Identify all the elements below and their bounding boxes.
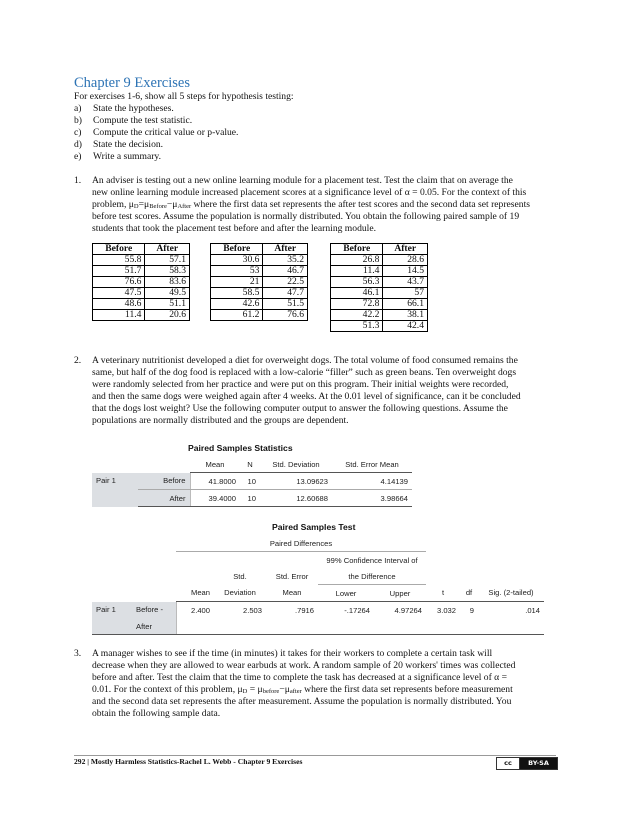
table-row xyxy=(331,321,428,332)
after-cell: 51.5 xyxy=(263,299,308,310)
before-cell: 46.1 xyxy=(331,288,383,299)
test-header-t: t xyxy=(426,585,460,602)
stats-header-mean: Mean xyxy=(190,456,240,473)
table-row xyxy=(331,299,428,310)
test-row-label: Before - xyxy=(132,602,176,619)
before-cell: 11.4 xyxy=(93,310,145,321)
question-1: 1. An adviser is testing out a new online learning module for a placement test. Test the claim that on average the new online learning module increased placement scores at a significance level of α = 0.05. For the context of this problem, $\mu_D=\mu_{Before}-\mu_{After}$ where the first data set represents the after test scores and the second data set represents before test scores. Assume the population is normally distributed. You obtain the following paired sample of 19 students that took the placement test before and after the learning module. xyxy=(74,175,530,234)
paired-data-table-3: Before After 26.8 28.6 11.4 14.5 56.3 43.7 46.1 57 72.8 66.1 42.2 38.1 51.3 42.4 xyxy=(330,243,428,332)
after-cell: 49.5 xyxy=(145,288,190,299)
stats-cell: 10 xyxy=(240,490,260,507)
table-row xyxy=(93,255,190,266)
ci-header-2: the Difference xyxy=(318,568,426,585)
stats-cell: 3.98664 xyxy=(332,490,412,507)
before-cell: 47.5 xyxy=(93,288,145,299)
before-cell: 56.3 xyxy=(331,277,383,288)
question-3: 3. A manager wishes to see if the time (in minutes) it takes for their workers to complete a certain task will decrease when they are allowed to wear earbuds at work. A random sample of 20 workers' times was collected before and after. Test the claim that the time to complete the task has decreased at a significance level of α = 0.01. For the context of this problem, $\mu_D = \mu_{before}-\mu_{after}$ where the first data set represents before measurement and the second data set represents the after measurement. Assume the population is normally distributed. You obtain the following sample data. xyxy=(74,648,516,719)
table-row xyxy=(93,288,190,299)
after-cell: 22.5 xyxy=(263,277,308,288)
table-row xyxy=(331,310,428,321)
test-row-label-2: After xyxy=(132,618,176,635)
test-header-se: Std. Error xyxy=(275,571,309,581)
after-cell: 58.3 xyxy=(145,266,190,277)
test-cell-se: .7916 xyxy=(294,605,314,615)
test-header-mean: Mean xyxy=(176,585,214,602)
page-footer: 292 | Mostly Harmless Statistics-Rachel L. Webb - Chapter 9 Exercises xyxy=(74,757,303,766)
table-row xyxy=(331,288,428,299)
before-cell: 55.8 xyxy=(93,255,145,266)
table-row xyxy=(93,310,190,321)
cc-icon: cc xyxy=(497,758,520,769)
after-cell: 38.1 xyxy=(383,310,428,321)
step-a: a) State the hypotheses. xyxy=(74,103,174,114)
before-cell: 51.3 xyxy=(331,321,383,332)
before-cell: 30.6 xyxy=(211,255,263,266)
stats-cell: 4.14139 xyxy=(332,473,412,490)
stats-cell: 39.4000 xyxy=(190,490,240,507)
paired-stats-title: Paired Samples Statistics xyxy=(188,443,293,453)
stats-row-label: Before xyxy=(138,473,190,490)
instructions-intro: For exercises 1-6, show all 5 steps for hypothesis testing: xyxy=(74,91,294,102)
stats-cell: 41.8000 xyxy=(190,473,240,490)
before-cell: 21 xyxy=(211,277,263,288)
before-cell: 58.5 xyxy=(211,288,263,299)
stats-cell: 12.60688 xyxy=(260,490,332,507)
after-cell: 20.6 xyxy=(145,310,190,321)
step-d: d) State the decision. xyxy=(74,139,164,150)
stats-header-sd: Std. Deviation xyxy=(260,456,332,473)
table-row xyxy=(331,255,428,266)
after-cell: 76.6 xyxy=(263,310,308,321)
test-header-df: df xyxy=(460,585,478,602)
test-cell-sd: 2.503 xyxy=(242,605,262,615)
before-cell: 61.2 xyxy=(211,310,263,321)
after-cell: 83.6 xyxy=(145,277,190,288)
table-row xyxy=(93,266,190,277)
test-header-sig: Sig. (2-tailed) xyxy=(478,585,544,602)
after-cell: 57.1 xyxy=(145,255,190,266)
paired-stats-table xyxy=(92,456,412,507)
test-header-lower: Lower xyxy=(318,585,374,602)
footer-rule xyxy=(74,755,556,756)
table-row xyxy=(93,277,190,288)
stats-cell: 13.09623 xyxy=(260,473,332,490)
ci-header: 99% Confidence Interval of xyxy=(326,555,418,565)
after-cell: 42.4 xyxy=(383,321,428,332)
test-pair-label: Pair 1 xyxy=(92,602,132,619)
stats-header-se: Std. Error Mean xyxy=(332,456,412,473)
paired-test-table xyxy=(92,535,544,635)
table-row xyxy=(211,310,308,321)
table-row xyxy=(211,266,308,277)
paired-test-title: Paired Samples Test xyxy=(272,522,356,532)
before-cell: 53 xyxy=(211,266,263,277)
cc-by-sa-badge xyxy=(496,757,558,770)
after-cell: 57 xyxy=(383,288,428,299)
before-cell: 51.7 xyxy=(93,266,145,277)
after-cell: 66.1 xyxy=(383,299,428,310)
test-cell-lower: -.17264 xyxy=(344,605,370,615)
after-cell: 47.7 xyxy=(263,288,308,299)
step-b: b) Compute the test statistic. xyxy=(74,115,193,126)
test-cell-df: 9 xyxy=(469,605,474,615)
before-cell: 42.2 xyxy=(331,310,383,321)
before-cell: 72.8 xyxy=(331,299,383,310)
table-row xyxy=(211,255,308,266)
table-row xyxy=(93,299,190,310)
step-e: e) Write a summary. xyxy=(74,151,161,162)
license-label: BY-SA xyxy=(520,758,557,769)
stats-header-n: N xyxy=(240,456,260,473)
chapter-heading: Chapter 9 Exercises xyxy=(74,75,190,91)
before-cell: 48.6 xyxy=(93,299,145,310)
stats-row-label: After xyxy=(138,490,190,507)
before-cell: 42.6 xyxy=(211,299,263,310)
test-header-std2: Deviation xyxy=(214,585,266,602)
after-cell: 35.2 xyxy=(263,255,308,266)
question-2: 2. A veterinary nutritionist developed a diet for overweight dogs. The total volume of food consumed remains the same, but half of the dog food is replaced with a low-calorie “filler” such as green beans. Ten overweight dogs were randomly selected from her practice and were put on this program. Their initial weights were recorded, and then the same dogs were weighed again after 4 weeks. At the 0.01 level of significance, can it be concluded that the dogs lost weight? Use the following computer output to answer the following questions. Assume the populations are normally distributed and the groups are dependent. xyxy=(74,355,521,426)
table-row xyxy=(211,277,308,288)
test-cell-sig: .014 xyxy=(525,605,540,615)
before-cell: 76.6 xyxy=(93,277,145,288)
stats-cell: 10 xyxy=(240,473,260,490)
paired-differences-header: Paired Differences xyxy=(176,535,426,552)
paired-data-table-2: Before After 30.6 35.2 53 46.7 21 22.5 58.5 47.7 42.6 51.5 61.2 76.6 xyxy=(210,243,308,321)
after-cell: 43.7 xyxy=(383,277,428,288)
table-row xyxy=(331,277,428,288)
table-row xyxy=(211,299,308,310)
before-cell: 11.4 xyxy=(331,266,383,277)
steps-list xyxy=(74,103,238,163)
test-header-upper: Upper xyxy=(374,585,426,602)
after-cell: 14.5 xyxy=(383,266,428,277)
stats-pair-label: Pair 1 xyxy=(92,473,138,507)
test-cell-mean: 2.400 xyxy=(190,605,210,615)
test-header-se2: Mean xyxy=(266,585,318,602)
table-row xyxy=(331,266,428,277)
table-row xyxy=(211,288,308,299)
test-cell-upper: 4.97264 xyxy=(394,605,422,615)
step-c: c) Compute the critical value or p-value. xyxy=(74,127,239,138)
after-cell: 46.7 xyxy=(263,266,308,277)
paired-data-table-1: Before After 55.8 57.1 51.7 58.3 76.6 83.6 47.5 49.5 48.6 51.1 11.4 20.6 xyxy=(92,243,190,321)
test-cell-t: 3.032 xyxy=(436,605,456,615)
after-cell: 28.6 xyxy=(383,255,428,266)
after-cell: 51.1 xyxy=(145,299,190,310)
test-header-std: Std. xyxy=(233,571,247,581)
before-cell: 26.8 xyxy=(331,255,383,266)
